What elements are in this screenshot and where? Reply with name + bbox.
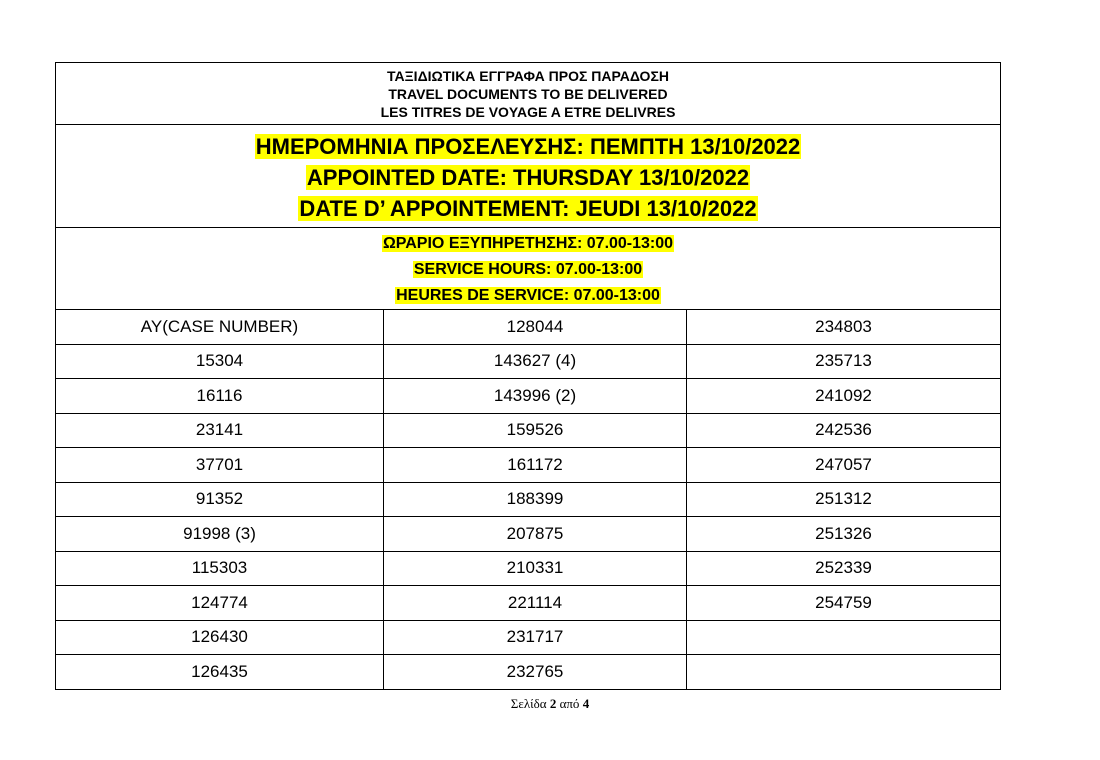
hours-french: HEURES DE SERVICE: 07.00-13:00	[396, 287, 660, 304]
table-cell	[687, 620, 1001, 655]
table-cell: 91352	[56, 482, 384, 517]
table-cell: 207875	[384, 517, 687, 552]
table-row	[56, 655, 1001, 690]
page-footer	[0, 696, 1100, 712]
title-cell	[56, 63, 1001, 125]
table-cell: 128044	[384, 310, 687, 345]
hours-row	[56, 228, 1001, 310]
table-cell: 161172	[384, 448, 687, 483]
table-row	[56, 482, 1001, 517]
title-english: TRAVEL DOCUMENTS TO BE DELIVERED	[388, 86, 668, 102]
table-cell: 247057	[687, 448, 1001, 483]
table-cell: 232765	[384, 655, 687, 690]
page-total: 4	[582, 696, 590, 711]
table-cell: 251326	[687, 517, 1001, 552]
table-cell: 126435	[56, 655, 384, 690]
date-greek: ΗΜΕΡΟΜΗΝΙΑ ΠΡΟΣΕΛΕΥΣΗΣ: ΠΕΜΠΤΗ 13/10/2022	[255, 134, 801, 159]
table-cell: 234803	[687, 310, 1001, 345]
table-row	[56, 310, 1001, 345]
page-number: 2	[549, 696, 557, 711]
table-cell: 143996 (2)	[384, 379, 687, 414]
table-cell: 143627 (4)	[384, 344, 687, 379]
table-cell: 159526	[384, 413, 687, 448]
table-row	[56, 379, 1001, 414]
table-row	[56, 517, 1001, 552]
table-cell: 188399	[384, 482, 687, 517]
date-cell	[56, 125, 1001, 228]
hours-cell	[56, 228, 1001, 310]
date-french: DATE D’ APPOINTEMENT: JEUDI 13/10/2022	[299, 196, 757, 221]
table-row	[56, 448, 1001, 483]
table-cell: AY(CASE NUMBER)	[56, 310, 384, 345]
page-of-label: από	[559, 696, 580, 711]
table-cell: 242536	[687, 413, 1001, 448]
date-row	[56, 125, 1001, 228]
date-english: APPOINTED DATE: THURSDAY 13/10/2022	[306, 165, 750, 190]
table-cell: 254759	[687, 586, 1001, 621]
table-row	[56, 586, 1001, 621]
table-cell: 241092	[687, 379, 1001, 414]
table-row	[56, 551, 1001, 586]
table-cell: 23141	[56, 413, 384, 448]
table-cell: 124774	[56, 586, 384, 621]
table-cell: 115303	[56, 551, 384, 586]
title-french: LES TITRES DE VOYAGE A ETRE DELIVRES	[380, 104, 676, 120]
table-cell: 126430	[56, 620, 384, 655]
hours-greek: ΩΡΑΡΙΟ ΕΞΥΠΗΡΕΤΗΣΗΣ: 07.00-13:00	[382, 235, 674, 252]
page-label: Σελίδα	[510, 696, 547, 711]
table-cell: 91998 (3)	[56, 517, 384, 552]
table-cell: 251312	[687, 482, 1001, 517]
table-cell: 235713	[687, 344, 1001, 379]
header-row	[56, 63, 1001, 125]
table-cell: 210331	[384, 551, 687, 586]
travel-documents-table	[55, 62, 1001, 690]
table-row	[56, 620, 1001, 655]
table-cell: 15304	[56, 344, 384, 379]
table-row	[56, 413, 1001, 448]
case-number-rows	[56, 310, 1001, 690]
hours-english: SERVICE HOURS: 07.00-13:00	[413, 261, 643, 278]
table-cell	[687, 655, 1001, 690]
table-cell: 231717	[384, 620, 687, 655]
title-greek: ΤΑΞΙΔΙΩΤΙΚΑ ΕΓΓΡΑΦΑ ΠΡΟΣ ΠΑΡΑΔΟΣΗ	[387, 68, 669, 84]
table-cell: 252339	[687, 551, 1001, 586]
table-cell: 221114	[384, 586, 687, 621]
table-row	[56, 344, 1001, 379]
table-cell: 16116	[56, 379, 384, 414]
table-cell: 37701	[56, 448, 384, 483]
